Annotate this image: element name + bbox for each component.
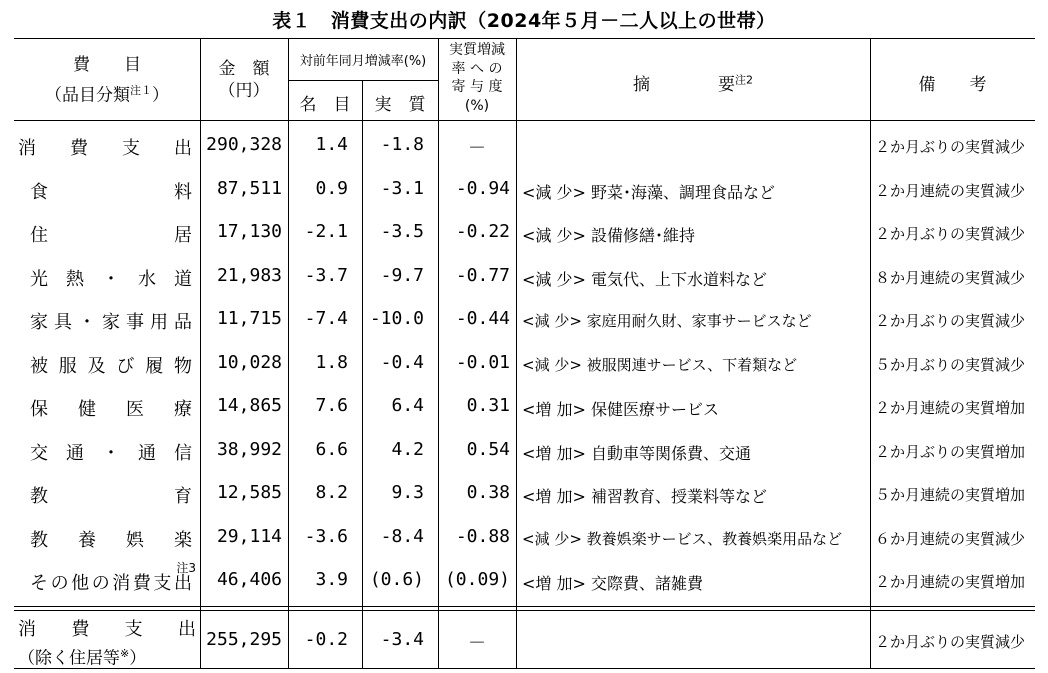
row-item <box>30 265 192 291</box>
row-item <box>30 352 192 378</box>
row-nominal: 3.9 <box>315 569 348 590</box>
row-real: -9.7 <box>380 265 424 286</box>
footer-amount: 255,295 <box>206 629 282 650</box>
row-summary: <減 少> 電気代、上下水道料など <box>522 270 767 289</box>
row-item <box>30 526 192 552</box>
row-amount: 38,992 <box>216 439 282 460</box>
col-divider-5 <box>516 38 517 669</box>
row-item-label: 光 熱 ・ 水 道 <box>30 269 192 290</box>
row-item-label: 保 健 医 療 <box>30 399 192 420</box>
row-item <box>30 561 196 595</box>
row-contrib: 0.31 <box>466 395 510 416</box>
row-contrib: -0.94 <box>455 178 510 199</box>
row-item-label: 被 服 及 び 履 物 <box>30 356 192 377</box>
rule-top <box>14 38 1035 39</box>
rule-yoy-sub <box>288 80 438 81</box>
row-summary: <減 少> 設備修繕･維持 <box>522 226 695 245</box>
row-amount: 46,406 <box>216 569 282 590</box>
row-nominal: 8.2 <box>315 482 348 503</box>
row-real: (0.6) <box>369 569 424 590</box>
row-item-label: 教 育 <box>30 486 192 507</box>
row-summary: <増 加> 交際費、諸雑費 <box>522 574 703 593</box>
row-remark: ２か月連続の実質増加 <box>875 573 1026 591</box>
row-contrib: － <box>468 138 486 159</box>
row-item-label: そ の 他 の 消 費 支 出 <box>30 573 192 594</box>
row-nominal: -3.7 <box>304 265 348 286</box>
row-amount: 14,865 <box>216 395 282 416</box>
row-real: 6.4 <box>391 395 424 416</box>
header-real: 実 質 <box>374 95 426 115</box>
row-nominal: 6.6 <box>315 439 348 460</box>
row-summary: <減 少> 家庭用耐久財、家事サービスなど <box>522 312 812 330</box>
row-item-label: 食 料 <box>30 182 192 203</box>
row-nominal: -7.4 <box>304 308 348 329</box>
row-nominal: 0.9 <box>315 178 348 199</box>
row-item <box>18 134 192 160</box>
col-divider-6 <box>870 38 871 669</box>
row-contrib: -0.77 <box>455 265 510 286</box>
row-item <box>30 308 192 334</box>
row-summary: <増 加> 補習教育、授業料等など <box>522 487 767 506</box>
row-amount: 29,114 <box>216 526 282 547</box>
row-amount: 12,585 <box>216 482 282 503</box>
row-item-note-mark: 注3 <box>176 561 196 575</box>
header-yoy-group: 対前年同月増減率(%) <box>299 54 427 69</box>
row-remark: ２か月ぶりの実質減少 <box>875 312 1026 330</box>
row-real: -1.8 <box>380 134 424 155</box>
row-item <box>30 221 192 247</box>
row-item-label: 教 養 娯 楽 <box>30 530 192 551</box>
row-real: -0.4 <box>380 352 424 373</box>
header-nominal: 名 目 <box>299 95 351 115</box>
row-nominal: -2.1 <box>304 221 348 242</box>
footer-remark: ２か月ぶりの実質減少 <box>875 633 1026 651</box>
rule-footer-1 <box>14 606 1035 607</box>
row-summary: <減 少> 被服関連サービス、下着類など <box>522 356 798 374</box>
row-nominal: 7.6 <box>315 395 348 416</box>
row-remark: ８か月連続の実質減少 <box>875 269 1026 287</box>
row-amount: 17,130 <box>216 221 282 242</box>
row-item <box>30 178 192 204</box>
row-remark: ２か月ぶりの実質増加 <box>875 443 1026 461</box>
row-item-label: 住 居 <box>30 225 192 246</box>
header-contrib: 実質増減 率 へ の 寄 与 度 (%) <box>449 42 505 114</box>
row-nominal: -3.6 <box>304 526 348 547</box>
row-summary: <増 加> 保健医療サービス <box>522 400 719 419</box>
row-summary: <減 少> 野菜･海藻、調理食品など <box>522 183 775 202</box>
row-item-label: 交 通 ・ 通 信 <box>30 443 192 464</box>
row-contrib: 0.38 <box>466 482 510 503</box>
row-nominal: 1.4 <box>315 134 348 155</box>
row-amount: 290,328 <box>206 134 282 155</box>
footer-real: -3.4 <box>380 629 424 650</box>
row-remark: ２か月連続の実質減少 <box>875 182 1026 200</box>
row-real: 4.2 <box>391 439 424 460</box>
row-amount: 10,028 <box>216 352 282 373</box>
row-amount: 11,715 <box>216 308 282 329</box>
row-remark: ５か月ぶりの実質減少 <box>875 356 1026 374</box>
row-item <box>30 395 192 421</box>
footer-contrib: － <box>468 633 486 654</box>
footer-item: 消 費 支 出 （除く住居等※） <box>18 619 196 669</box>
row-real: -10.0 <box>369 308 424 329</box>
row-remark: ２か月ぶりの実質減少 <box>875 225 1026 243</box>
rule-header-bottom <box>14 120 1035 121</box>
row-item-label: 家 具 ・ 家 事 用 品 <box>30 312 192 333</box>
row-contrib: -0.88 <box>455 526 510 547</box>
header-amount: 金 額 （円） <box>218 59 270 101</box>
row-remark: ５か月連続の実質増加 <box>875 486 1026 504</box>
row-contrib: -0.01 <box>455 352 510 373</box>
header-remarks: 備 考 <box>918 75 987 95</box>
row-amount: 87,511 <box>216 178 282 199</box>
row-item <box>30 439 192 465</box>
table-title: 表１ 消費支出の内訳（2024年５月－二人以上の世帯） <box>272 10 776 32</box>
row-amount: 21,983 <box>216 265 282 286</box>
row-real: -3.1 <box>380 178 424 199</box>
row-item <box>30 482 192 508</box>
row-nominal: 1.8 <box>315 352 348 373</box>
row-remark: ６か月連続の実質減少 <box>875 530 1026 548</box>
rule-footer-2 <box>14 610 1035 611</box>
row-real: -8.4 <box>380 526 424 547</box>
row-real: 9.3 <box>391 482 424 503</box>
row-summary: <減 少> 教養娯楽サービス、教養娯楽用品など <box>522 530 843 548</box>
row-contrib: -0.22 <box>455 221 510 242</box>
row-item-label: 消 費 支 出 <box>18 138 192 159</box>
header-item: 費 目 （品目分類$^{注1}$） <box>45 55 169 106</box>
row-contrib: (0.09) <box>444 569 510 590</box>
row-real: -3.5 <box>380 221 424 242</box>
footer-nominal: -0.2 <box>304 629 348 650</box>
row-remark: ２か月ぶりの実質減少 <box>875 138 1026 156</box>
header-summary: 摘 要$^{注2}$ <box>633 73 753 95</box>
row-contrib: -0.44 <box>455 308 510 329</box>
row-contrib: 0.54 <box>466 439 510 460</box>
row-summary: <増 加> 自動車等関係費、交通 <box>522 444 751 463</box>
row-remark: ２か月連続の実質増加 <box>875 399 1026 417</box>
